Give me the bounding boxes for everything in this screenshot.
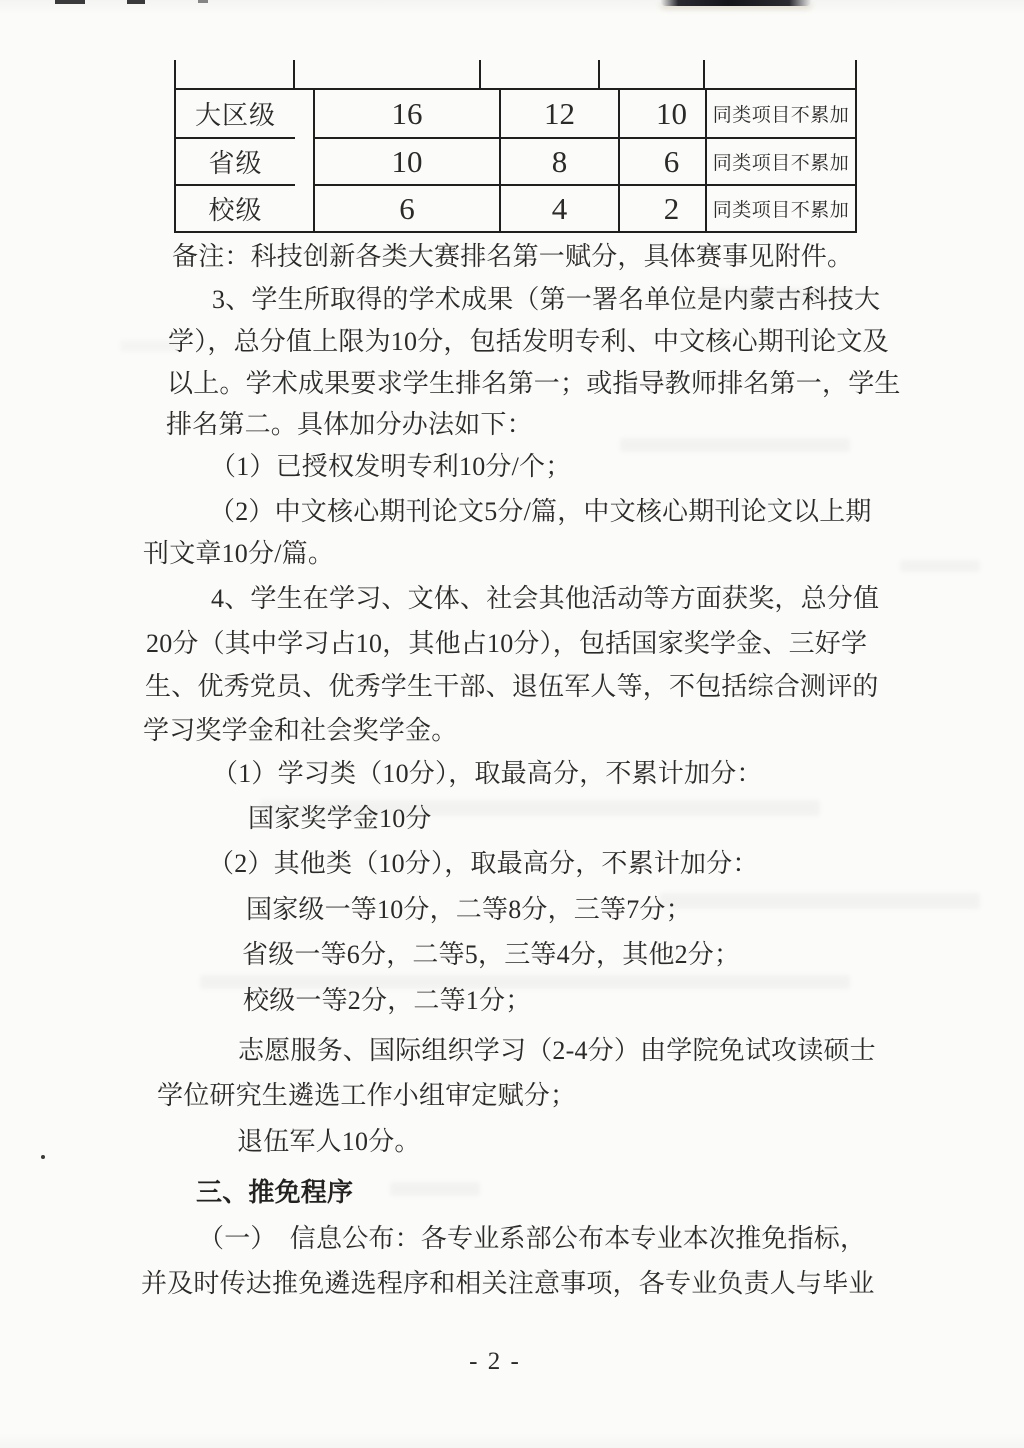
- table-cell-score: 10: [618, 90, 723, 137]
- doc-line: 国家级一等10分，二等8分，三等7分；: [246, 895, 692, 924]
- table-cell-score: 10: [313, 137, 499, 184]
- scan-artifact-top-blob: [660, 0, 812, 6]
- table-cell-score: 6: [618, 137, 723, 184]
- scan-artifact-mark: [198, 0, 208, 3]
- table-cell-score: 2: [618, 184, 723, 231]
- doc-line: 学位研究生遴选工作小组审定赋分；: [157, 1081, 577, 1110]
- bleed-through-artifact: [620, 438, 850, 452]
- table-cell-score: 6: [313, 184, 499, 231]
- doc-line: 学），总分值上限为10分，包括发明专利、中文核心期刊论文及: [168, 327, 889, 356]
- table-cell-note: 同类项目不累加: [705, 137, 855, 184]
- table-cell-level: 省级: [176, 137, 295, 184]
- doc-line: 生、优秀党员、优秀学生干部、退伍军人等，不包括综合测评的: [145, 672, 879, 701]
- doc-line: 3、学生所取得的学术成果（第一署名单位是内蒙古科技大: [212, 285, 881, 314]
- doc-line: （一） 信息公布：各专业系部公布本专业本次推免指标，: [198, 1224, 867, 1253]
- table-column-stub: [174, 60, 176, 88]
- doc-line: 20分（其中学习占10，其他占10分），包括国家奖学金、三好学: [146, 629, 868, 658]
- page-number: - 2 -: [469, 1348, 521, 1375]
- doc-line: 国家奖学金10分: [248, 804, 432, 833]
- table-cell-score: 12: [499, 90, 618, 137]
- doc-line: 省级一等6分，二等5，三等4分，其他2分；: [242, 940, 741, 969]
- scan-artifact-mark: [127, 0, 145, 4]
- doc-line: （1）已授权发明专利10分/个；: [210, 452, 572, 481]
- table-cell-level: 大区级: [194, 101, 276, 130]
- table-cell-level: 校级: [176, 184, 295, 231]
- doc-line-remark: 备注：科技创新各类大赛排名第一赋分，具体赛事见附件。: [172, 242, 854, 271]
- bleed-through-artifact: [900, 560, 980, 572]
- doc-line: 4、学生在学习、文体、社会其他活动等方面获奖，总分值: [211, 584, 880, 613]
- doc-line: （1）学习类（10分），取最高分，不累计加分：: [212, 759, 763, 788]
- section-heading: 三、推免程序: [196, 1178, 354, 1207]
- table-cell-score: 4: [499, 184, 618, 231]
- table-cell-note: 同类项目不累加: [705, 90, 855, 137]
- table-cell-score: 16: [313, 90, 499, 137]
- scan-artifact-dot: [41, 1155, 45, 1159]
- table-cell-note: 同类项目不累加: [705, 184, 855, 231]
- doc-line: 刊文章10分/篇。: [143, 539, 335, 568]
- doc-line: 以上。学术成果要求学生排名第一；或指导教师排名第一，学生: [167, 369, 901, 398]
- doc-line: 学习奖学金和社会奖学金。: [143, 716, 458, 745]
- table-column-stub: [479, 60, 481, 88]
- bleed-through-artifact: [660, 893, 980, 909]
- table-column-stub: [855, 60, 857, 88]
- doc-line: 校级一等2分，二等1分；: [243, 986, 532, 1015]
- doc-line: 退伍军人10分。: [237, 1127, 421, 1156]
- doc-line: （2）中文核心期刊论文5分/篇，中文核心期刊论文以上期: [209, 497, 872, 526]
- table-column-stub: [703, 60, 705, 88]
- doc-line: （2）其他类（10分），取最高分，不累计加分：: [208, 849, 759, 878]
- score-table: [174, 88, 857, 233]
- table-cell-score: 8: [499, 137, 618, 184]
- bleed-through-artifact: [390, 1182, 480, 1196]
- table-column-stub: [293, 60, 295, 88]
- doc-line: 志愿服务、国际组织学习（2-4分）由学院免试攻读硕士: [238, 1036, 876, 1065]
- doc-line: 并及时传达推免遴选程序和相关注意事项，各专业负责人与毕业: [141, 1269, 875, 1298]
- scan-artifact-mark: [55, 0, 85, 4]
- doc-line: 排名第二。具体加分办法如下：: [166, 410, 533, 439]
- table-column-stub: [598, 60, 600, 88]
